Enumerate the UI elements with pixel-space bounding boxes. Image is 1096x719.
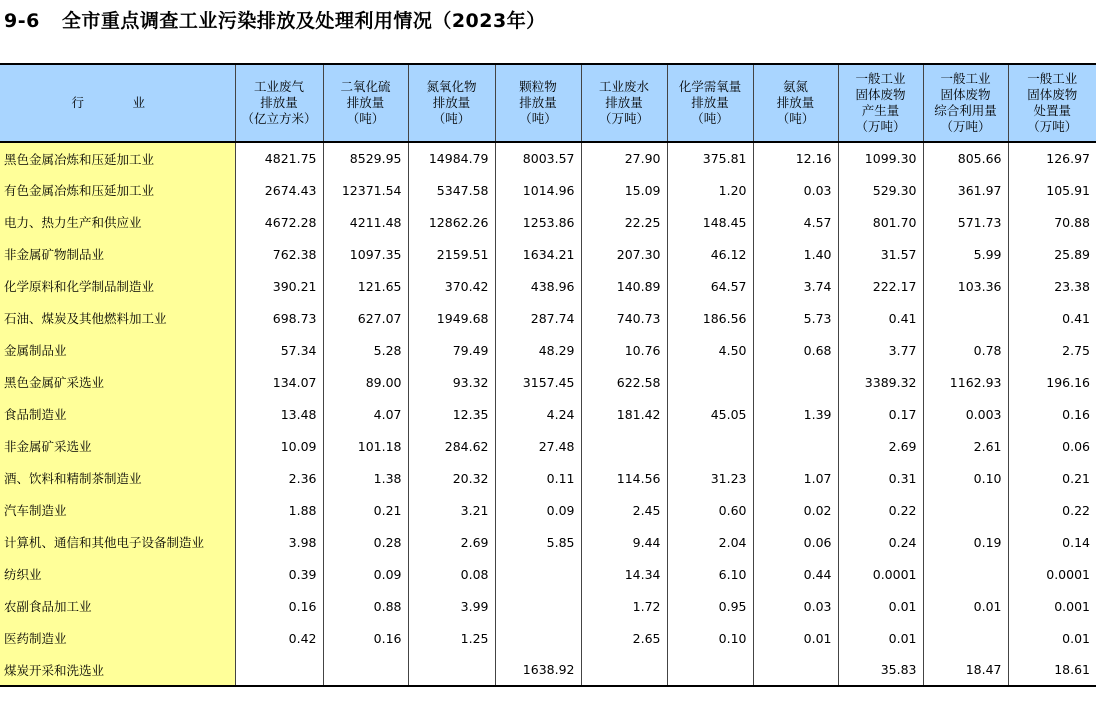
value-cell: 4821.75 xyxy=(235,142,323,174)
value-cell: 1253.86 xyxy=(495,206,581,238)
value-cell: 0.78 xyxy=(923,334,1008,366)
header-line: （吨） xyxy=(432,111,471,126)
header-line: 综合利用量 xyxy=(934,103,997,118)
value-cell: 4.50 xyxy=(667,334,753,366)
table-title: 全市重点调查工业污染排放及处理利用情况（2023年） xyxy=(61,10,546,32)
header-line: （吨） xyxy=(776,111,815,126)
value-cell: 0.41 xyxy=(838,302,923,334)
header-line: 颗粒物 xyxy=(519,79,557,94)
value-cell xyxy=(923,302,1008,334)
value-cell: 1949.68 xyxy=(408,302,495,334)
value-cell: 2.69 xyxy=(838,430,923,462)
header-line: 排放量 xyxy=(519,95,557,110)
header-line: 工业废水 xyxy=(598,79,649,94)
value-cell: 35.83 xyxy=(838,654,923,686)
header-column-6 xyxy=(667,64,753,142)
header-line: （万吨） xyxy=(855,119,906,134)
value-cell: 0.02 xyxy=(753,494,838,526)
value-cell: 13.48 xyxy=(235,398,323,430)
value-cell: 2.45 xyxy=(581,494,667,526)
value-cell xyxy=(923,558,1008,590)
header-column-10 xyxy=(1008,64,1096,142)
table-row xyxy=(0,334,1096,366)
value-cell: 0.22 xyxy=(1008,494,1096,526)
header-line: （吨） xyxy=(691,111,729,126)
value-cell: 23.38 xyxy=(1008,270,1096,302)
header-line: 排放量 xyxy=(432,95,471,110)
header-line: 固体废物 xyxy=(1027,87,1078,102)
header-line: 排放量 xyxy=(605,95,643,110)
value-cell: 0.09 xyxy=(323,558,408,590)
value-cell: 370.42 xyxy=(408,270,495,302)
header-line: （万吨） xyxy=(1027,119,1078,134)
value-cell: 622.58 xyxy=(581,366,667,398)
table-row xyxy=(0,622,1096,654)
value-cell xyxy=(581,654,667,686)
value-cell xyxy=(753,654,838,686)
value-cell: 31.57 xyxy=(838,238,923,270)
value-cell: 0.0001 xyxy=(1008,558,1096,590)
header-column-1 xyxy=(235,64,323,142)
header-column-9 xyxy=(923,64,1008,142)
header-column-3 xyxy=(408,64,495,142)
value-cell: 0.16 xyxy=(235,590,323,622)
table-row xyxy=(0,494,1096,526)
header-line: 处置量 xyxy=(1033,103,1071,118)
value-cell: 2.61 xyxy=(923,430,1008,462)
value-cell xyxy=(235,654,323,686)
table-row xyxy=(0,174,1096,206)
value-cell xyxy=(667,366,753,398)
value-cell: 2674.43 xyxy=(235,174,323,206)
table-row xyxy=(0,366,1096,398)
header-line: 化学需氧量 xyxy=(678,79,742,94)
table-row xyxy=(0,270,1096,302)
page-title xyxy=(4,6,546,33)
value-cell: 12371.54 xyxy=(323,174,408,206)
value-cell: 529.30 xyxy=(838,174,923,206)
value-cell: 1.39 xyxy=(753,398,838,430)
value-cell: 140.89 xyxy=(581,270,667,302)
table-row xyxy=(0,654,1096,686)
value-cell: 0.08 xyxy=(408,558,495,590)
value-cell: 2159.51 xyxy=(408,238,495,270)
header-line: 氮氧化物 xyxy=(426,79,477,94)
value-cell: 0.44 xyxy=(753,558,838,590)
value-cell: 0.06 xyxy=(1008,430,1096,462)
value-cell: 0.88 xyxy=(323,590,408,622)
value-cell: 1.72 xyxy=(581,590,667,622)
header-line: 排放量 xyxy=(776,95,815,110)
industry-name: 计算机、通信和其他电子设备制造业 xyxy=(0,526,235,558)
table-row xyxy=(0,238,1096,270)
value-cell: 3389.32 xyxy=(838,366,923,398)
header-line: （万吨） xyxy=(598,111,649,126)
table-row xyxy=(0,206,1096,238)
value-cell: 390.21 xyxy=(235,270,323,302)
value-cell: 27.48 xyxy=(495,430,581,462)
value-cell xyxy=(581,430,667,462)
value-cell: 740.73 xyxy=(581,302,667,334)
table-row xyxy=(0,590,1096,622)
value-cell: 1162.93 xyxy=(923,366,1008,398)
value-cell: 0.03 xyxy=(753,174,838,206)
value-cell: 3.77 xyxy=(838,334,923,366)
value-cell: 3.99 xyxy=(408,590,495,622)
value-cell: 0.10 xyxy=(667,622,753,654)
industry-name: 纺织业 xyxy=(0,558,235,590)
value-cell: 48.29 xyxy=(495,334,581,366)
value-cell: 1099.30 xyxy=(838,142,923,174)
value-cell: 222.17 xyxy=(838,270,923,302)
value-cell: 3.21 xyxy=(408,494,495,526)
value-cell: 8003.57 xyxy=(495,142,581,174)
value-cell: 801.70 xyxy=(838,206,923,238)
industry-name: 汽车制造业 xyxy=(0,494,235,526)
value-cell: 15.09 xyxy=(581,174,667,206)
value-cell: 0.60 xyxy=(667,494,753,526)
value-cell: 27.90 xyxy=(581,142,667,174)
value-cell: 5.85 xyxy=(495,526,581,558)
header-industry xyxy=(0,64,235,142)
value-cell: 0.28 xyxy=(323,526,408,558)
industry-name: 化学原料和化学制品制造业 xyxy=(0,270,235,302)
value-cell: 0.11 xyxy=(495,462,581,494)
value-cell: 0.42 xyxy=(235,622,323,654)
header-line: 一般工业 xyxy=(855,71,906,86)
value-cell: 1.25 xyxy=(408,622,495,654)
value-cell: 698.73 xyxy=(235,302,323,334)
value-cell: 0.01 xyxy=(753,622,838,654)
value-cell: 0.03 xyxy=(753,590,838,622)
table-body xyxy=(0,142,1096,686)
value-cell: 284.62 xyxy=(408,430,495,462)
value-cell: 1.07 xyxy=(753,462,838,494)
table-row xyxy=(0,142,1096,174)
value-cell: 0.01 xyxy=(838,622,923,654)
value-cell: 627.07 xyxy=(323,302,408,334)
value-cell: 0.06 xyxy=(753,526,838,558)
value-cell: 1.40 xyxy=(753,238,838,270)
value-cell: 3157.45 xyxy=(495,366,581,398)
header-column-5 xyxy=(581,64,667,142)
industry-name: 非金属矿物制品业 xyxy=(0,238,235,270)
industry-name: 有色金属冶炼和压延加工业 xyxy=(0,174,235,206)
value-cell: 438.96 xyxy=(495,270,581,302)
value-cell: 2.69 xyxy=(408,526,495,558)
value-cell: 12.16 xyxy=(753,142,838,174)
value-cell: 0.95 xyxy=(667,590,753,622)
value-cell: 126.97 xyxy=(1008,142,1096,174)
header-line: （亿立方米） xyxy=(241,111,317,126)
value-cell xyxy=(495,622,581,654)
header-column-4 xyxy=(495,64,581,142)
table-row xyxy=(0,430,1096,462)
value-cell: 0.21 xyxy=(1008,462,1096,494)
value-cell: 14.34 xyxy=(581,558,667,590)
value-cell: 0.22 xyxy=(838,494,923,526)
value-cell xyxy=(667,430,753,462)
value-cell: 1097.35 xyxy=(323,238,408,270)
value-cell xyxy=(753,366,838,398)
table-number: 9-6 xyxy=(4,10,40,32)
value-cell: 0.16 xyxy=(1008,398,1096,430)
value-cell: 4.07 xyxy=(323,398,408,430)
header-line: （吨） xyxy=(519,111,557,126)
header-line: 工业废气 xyxy=(253,79,304,94)
value-cell: 10.09 xyxy=(235,430,323,462)
value-cell: 0.17 xyxy=(838,398,923,430)
value-cell: 186.56 xyxy=(667,302,753,334)
value-cell: 0.24 xyxy=(838,526,923,558)
value-cell xyxy=(753,430,838,462)
value-cell: 0.0001 xyxy=(838,558,923,590)
header-line: （吨） xyxy=(346,111,385,126)
table-row xyxy=(0,302,1096,334)
value-cell: 114.56 xyxy=(581,462,667,494)
header-column-7 xyxy=(753,64,838,142)
value-cell: 148.45 xyxy=(667,206,753,238)
value-cell: 5.99 xyxy=(923,238,1008,270)
value-cell: 1.38 xyxy=(323,462,408,494)
value-cell: 6.10 xyxy=(667,558,753,590)
value-cell: 89.00 xyxy=(323,366,408,398)
industry-name: 金属制品业 xyxy=(0,334,235,366)
value-cell: 0.14 xyxy=(1008,526,1096,558)
header-line: （万吨） xyxy=(940,119,991,134)
value-cell: 4.24 xyxy=(495,398,581,430)
value-cell: 20.32 xyxy=(408,462,495,494)
value-cell: 0.41 xyxy=(1008,302,1096,334)
value-cell: 0.01 xyxy=(923,590,1008,622)
value-cell: 93.32 xyxy=(408,366,495,398)
value-cell: 2.04 xyxy=(667,526,753,558)
header-line: 排放量 xyxy=(260,95,298,110)
value-cell: 79.49 xyxy=(408,334,495,366)
header-line: 固体废物 xyxy=(940,87,991,102)
value-cell: 9.44 xyxy=(581,526,667,558)
header-line: 行 业 xyxy=(71,95,163,110)
value-cell: 70.88 xyxy=(1008,206,1096,238)
value-cell: 0.31 xyxy=(838,462,923,494)
value-cell: 4.57 xyxy=(753,206,838,238)
value-cell: 12.35 xyxy=(408,398,495,430)
value-cell: 5347.58 xyxy=(408,174,495,206)
industry-name: 非金属矿采选业 xyxy=(0,430,235,462)
value-cell xyxy=(323,654,408,686)
value-cell: 18.61 xyxy=(1008,654,1096,686)
value-cell: 0.003 xyxy=(923,398,1008,430)
industry-name: 黑色金属冶炼和压延加工业 xyxy=(0,142,235,174)
value-cell: 31.23 xyxy=(667,462,753,494)
value-cell: 2.36 xyxy=(235,462,323,494)
header-column-8 xyxy=(838,64,923,142)
industry-name: 黑色金属矿采选业 xyxy=(0,366,235,398)
value-cell: 1.88 xyxy=(235,494,323,526)
table-row xyxy=(0,462,1096,494)
value-cell: 0.68 xyxy=(753,334,838,366)
value-cell: 121.65 xyxy=(323,270,408,302)
value-cell: 0.19 xyxy=(923,526,1008,558)
value-cell: 10.76 xyxy=(581,334,667,366)
value-cell xyxy=(923,494,1008,526)
value-cell: 64.57 xyxy=(667,270,753,302)
header-line: 二氧化硫 xyxy=(340,79,391,94)
value-cell: 181.42 xyxy=(581,398,667,430)
header-line: 排放量 xyxy=(346,95,385,110)
value-cell: 1014.96 xyxy=(495,174,581,206)
value-cell: 3.98 xyxy=(235,526,323,558)
value-cell: 287.74 xyxy=(495,302,581,334)
value-cell: 57.34 xyxy=(235,334,323,366)
value-cell: 22.25 xyxy=(581,206,667,238)
value-cell: 5.28 xyxy=(323,334,408,366)
value-cell: 361.97 xyxy=(923,174,1008,206)
table-row xyxy=(0,526,1096,558)
value-cell xyxy=(923,622,1008,654)
value-cell: 18.47 xyxy=(923,654,1008,686)
value-cell: 46.12 xyxy=(667,238,753,270)
value-cell: 0.39 xyxy=(235,558,323,590)
value-cell: 14984.79 xyxy=(408,142,495,174)
value-cell: 0.09 xyxy=(495,494,581,526)
value-cell: 8529.95 xyxy=(323,142,408,174)
table-row xyxy=(0,398,1096,430)
pollution-table xyxy=(0,63,1096,687)
value-cell: 375.81 xyxy=(667,142,753,174)
header-line: 排放量 xyxy=(691,95,729,110)
value-cell xyxy=(495,590,581,622)
value-cell: 762.38 xyxy=(235,238,323,270)
industry-name: 食品制造业 xyxy=(0,398,235,430)
value-cell: 1638.92 xyxy=(495,654,581,686)
header-row xyxy=(0,64,1096,142)
value-cell: 4211.48 xyxy=(323,206,408,238)
industry-name: 煤炭开采和洗选业 xyxy=(0,654,235,686)
value-cell: 207.30 xyxy=(581,238,667,270)
value-cell: 1.20 xyxy=(667,174,753,206)
value-cell: 0.01 xyxy=(838,590,923,622)
industry-name: 石油、煤炭及其他燃料加工业 xyxy=(0,302,235,334)
value-cell: 5.73 xyxy=(753,302,838,334)
value-cell: 2.65 xyxy=(581,622,667,654)
header-line: 一般工业 xyxy=(1027,71,1078,86)
value-cell xyxy=(408,654,495,686)
value-cell: 0.21 xyxy=(323,494,408,526)
value-cell: 134.07 xyxy=(235,366,323,398)
value-cell: 103.36 xyxy=(923,270,1008,302)
industry-name: 电力、热力生产和供应业 xyxy=(0,206,235,238)
header-column-2 xyxy=(323,64,408,142)
value-cell: 25.89 xyxy=(1008,238,1096,270)
table-header xyxy=(0,64,1096,142)
header-line: 氨氮 xyxy=(782,79,808,94)
value-cell: 4672.28 xyxy=(235,206,323,238)
value-cell xyxy=(667,654,753,686)
industry-name: 医药制造业 xyxy=(0,622,235,654)
value-cell: 3.74 xyxy=(753,270,838,302)
value-cell: 571.73 xyxy=(923,206,1008,238)
value-cell: 101.18 xyxy=(323,430,408,462)
header-line: 产生量 xyxy=(861,103,900,118)
value-cell xyxy=(495,558,581,590)
table-row xyxy=(0,558,1096,590)
industry-name: 农副食品加工业 xyxy=(0,590,235,622)
industry-name: 酒、饮料和精制茶制造业 xyxy=(0,462,235,494)
value-cell: 1634.21 xyxy=(495,238,581,270)
header-line: 一般工业 xyxy=(940,71,991,86)
value-cell: 0.16 xyxy=(323,622,408,654)
header-line: 固体废物 xyxy=(855,87,906,102)
value-cell: 0.10 xyxy=(923,462,1008,494)
value-cell: 45.05 xyxy=(667,398,753,430)
value-cell: 12862.26 xyxy=(408,206,495,238)
value-cell: 0.001 xyxy=(1008,590,1096,622)
value-cell: 2.75 xyxy=(1008,334,1096,366)
value-cell: 805.66 xyxy=(923,142,1008,174)
value-cell: 196.16 xyxy=(1008,366,1096,398)
value-cell: 105.91 xyxy=(1008,174,1096,206)
value-cell: 0.01 xyxy=(1008,622,1096,654)
